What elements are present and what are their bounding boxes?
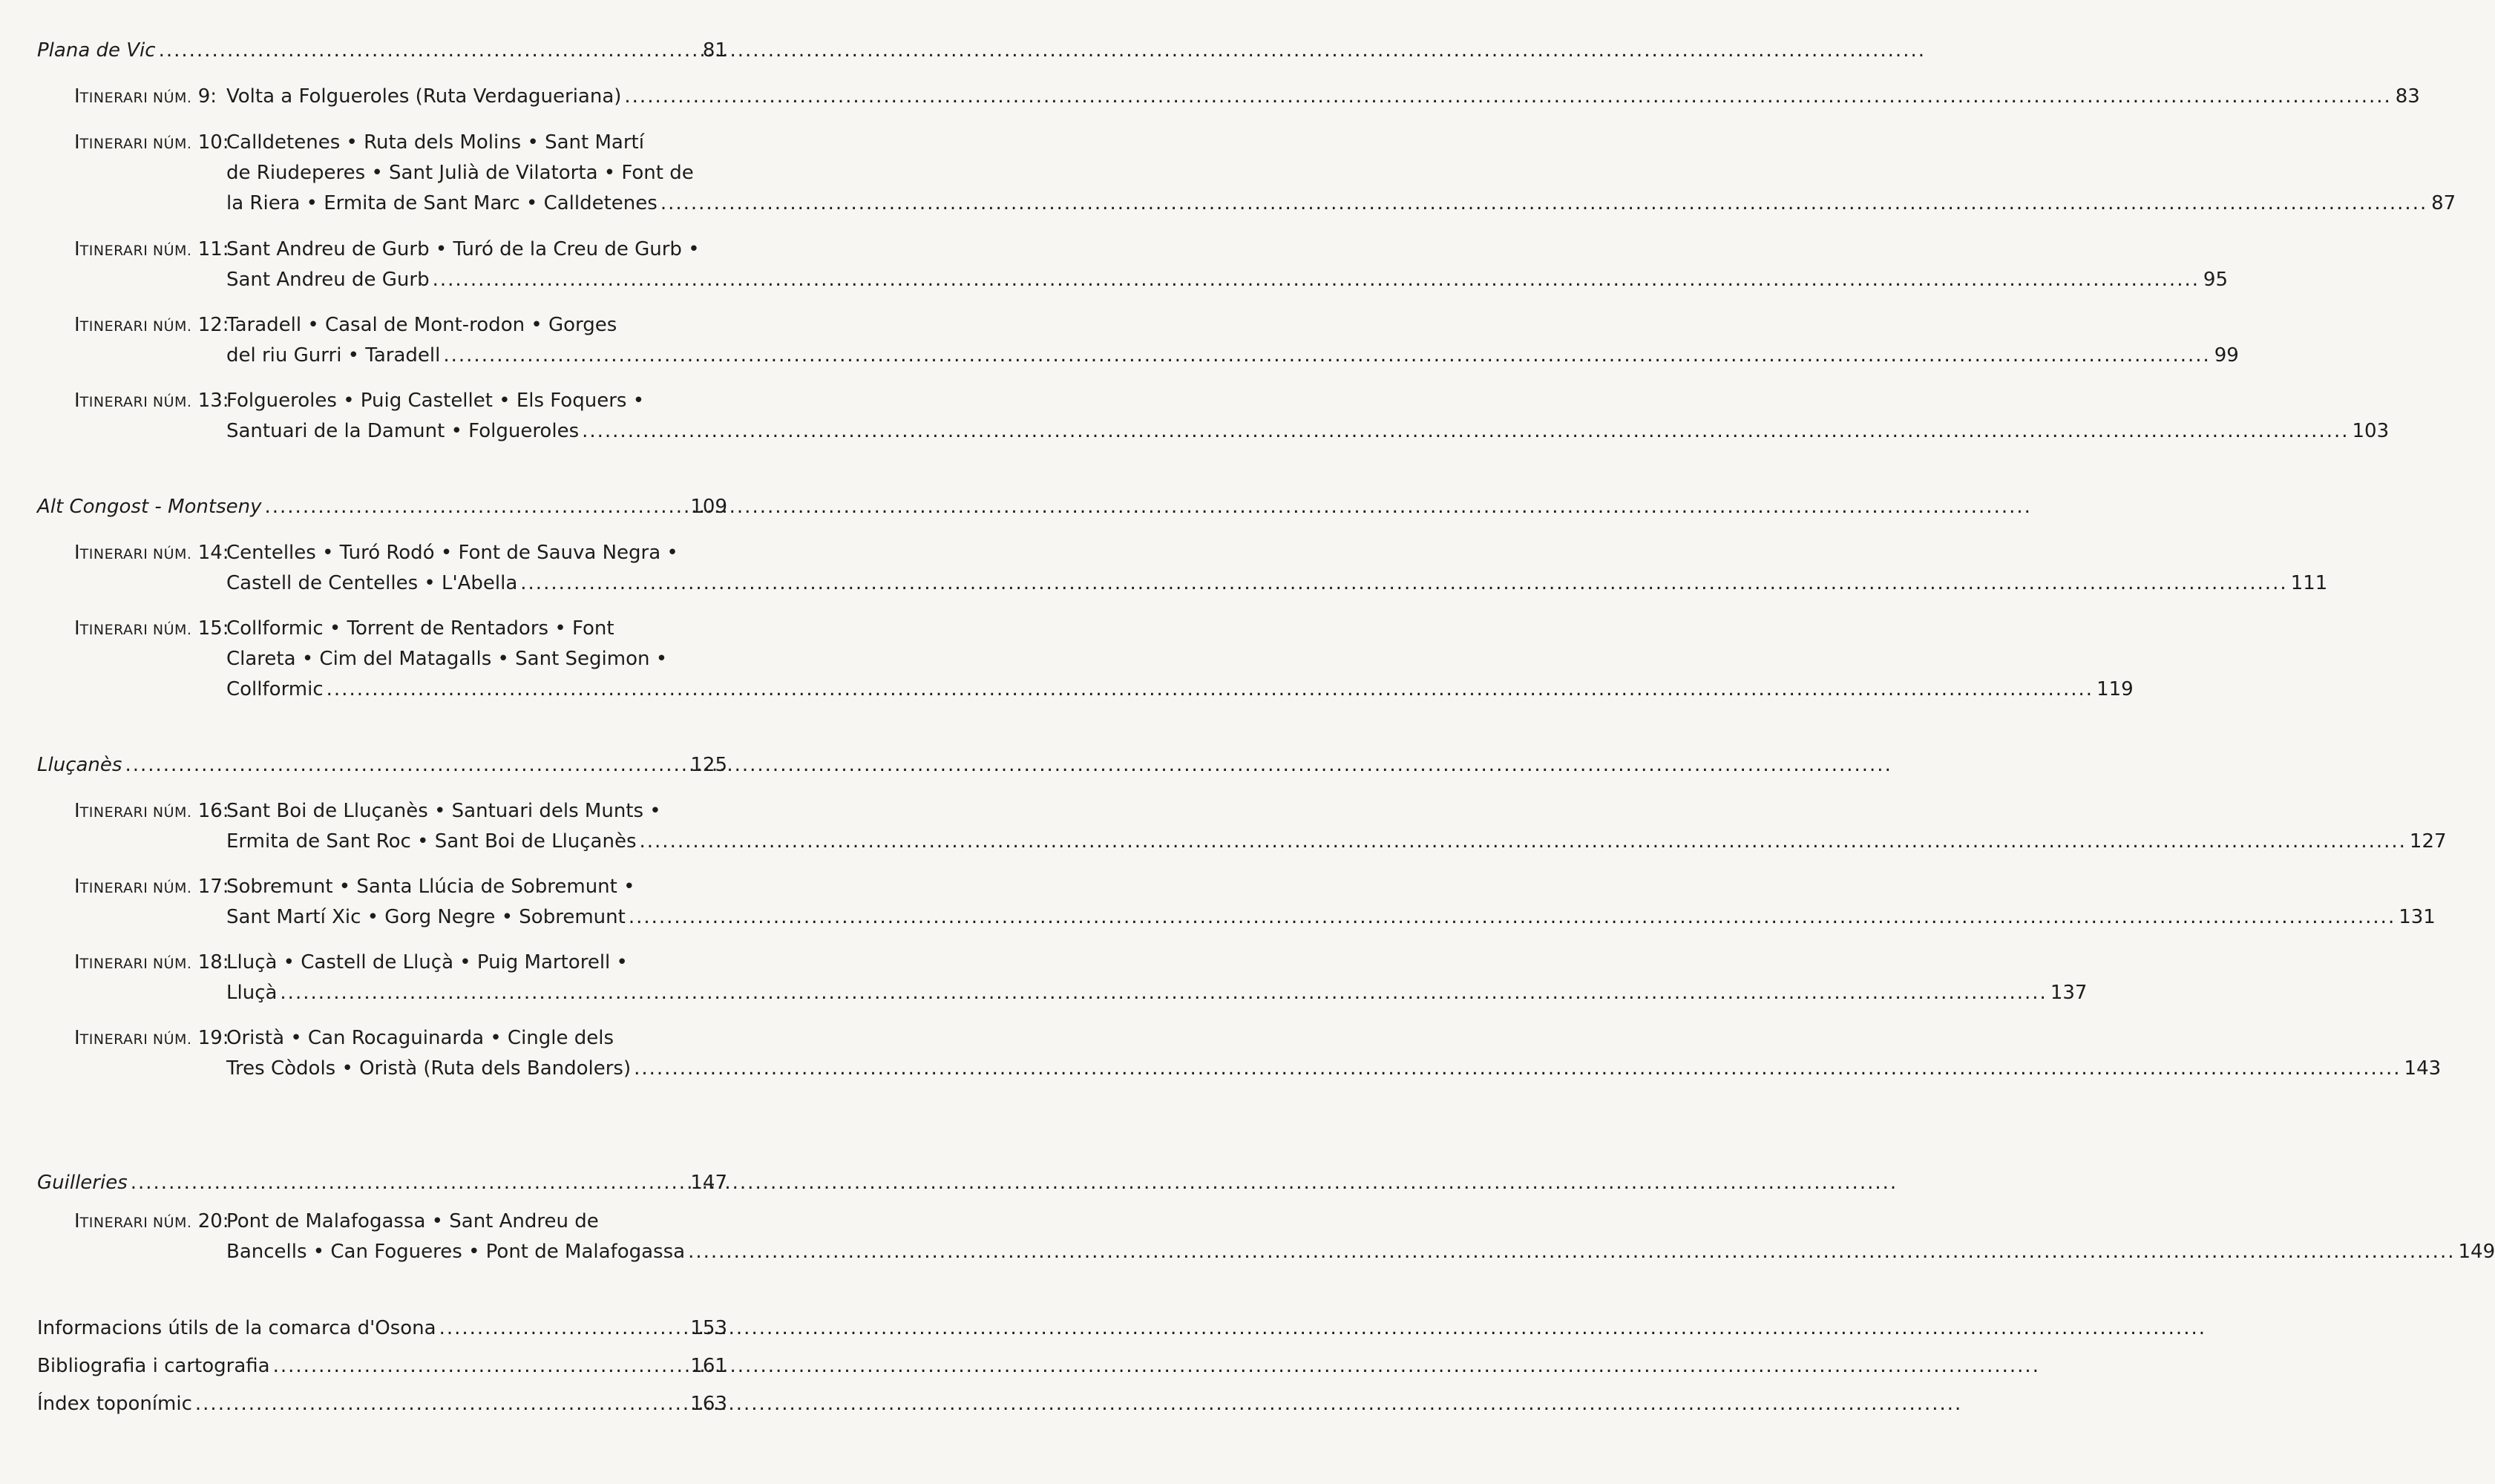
itinerary-line: Sant Boi de Lluçanès • Santuari dels Munts • xyxy=(226,800,661,822)
page-number: 137 xyxy=(2050,982,2088,1004)
itinerary-line: Collformic xyxy=(226,678,324,700)
itinerary-entry xyxy=(74,234,2228,295)
toc-section xyxy=(37,750,727,781)
itinerary-entry xyxy=(74,82,2420,114)
itinerary-body xyxy=(226,234,2228,295)
itinerary-line: Centelles • Turó Rodó • Font de Sauva Negra • xyxy=(226,542,678,564)
itinerary-label: ITINERARI NÚM. 19: xyxy=(74,1027,229,1049)
itinerary-label: ITINERARI NÚM. 17: xyxy=(74,876,229,898)
itinerary-entry xyxy=(74,796,2447,857)
itinerary-label: ITINERARI NÚM. 11: xyxy=(74,238,229,260)
page-number: 119 xyxy=(2096,678,2134,700)
toc-entry xyxy=(37,1351,727,1382)
leader-dots xyxy=(634,1054,2401,1084)
itinerary-line: Castell de Centelles • L'Abella xyxy=(226,572,518,594)
leader-dots xyxy=(433,265,2200,295)
page-number: 153 xyxy=(690,1317,727,1339)
itinerary-body xyxy=(226,1206,2495,1267)
section-title: Plana de Vic xyxy=(37,39,156,62)
page-number: 143 xyxy=(2404,1057,2442,1080)
itinerary-line: Clareta • Cim del Matagalls • Sant Segimon • xyxy=(226,648,668,670)
page-number: 103 xyxy=(2352,420,2390,442)
itinerary-label: ITINERARI NÚM. 9: xyxy=(74,85,217,108)
itinerary-entry xyxy=(74,872,2436,933)
itinerary-body xyxy=(226,386,2389,447)
itinerary-entry xyxy=(74,1023,2442,1084)
itinerary-entry xyxy=(74,614,2134,705)
itinerary-body xyxy=(226,310,2239,371)
itinerary-entry xyxy=(74,538,2328,599)
page-number: 109 xyxy=(690,496,727,518)
itinerary-label: ITINERARI NÚM. 10: xyxy=(74,131,229,154)
leader-dots xyxy=(265,492,688,522)
leader-dots xyxy=(624,82,2391,112)
itinerary-body xyxy=(226,1023,2441,1084)
itinerary-label: ITINERARI NÚM. 14: xyxy=(74,542,229,564)
itinerary-line: Tres Còdols • Oristà (Ruta dels Bandolers) xyxy=(226,1057,632,1080)
leader-dots xyxy=(688,1237,2455,1267)
itinerary-entry xyxy=(74,386,2390,447)
itinerary-line: Bancells • Can Fogueres • Pont de Malafogassa xyxy=(226,1241,686,1263)
section-heading xyxy=(37,36,727,66)
itinerary-body xyxy=(226,82,2420,114)
itinerary-entry xyxy=(74,948,2088,1008)
leader-dots xyxy=(443,341,2210,371)
leader-dots xyxy=(520,568,2287,599)
page-number: 127 xyxy=(2409,830,2447,853)
itinerary-line: Ermita de Sant Roc • Sant Boi de Lluçanès xyxy=(226,830,637,853)
toc-entry xyxy=(37,1389,727,1419)
page-number: 161 xyxy=(690,1355,727,1377)
itinerary-line: Folgueroles • Puig Castellet • Els Foquers • xyxy=(226,390,645,412)
page-number: 99 xyxy=(2214,344,2239,367)
page-number: 131 xyxy=(2399,906,2436,928)
itinerary-line: Calldetenes • Ruta dels Molins • Sant Martí xyxy=(226,131,644,154)
toc-entry xyxy=(37,1313,727,1344)
itinerary-label: ITINERARI NÚM. 13: xyxy=(74,390,229,412)
itinerary-line: Volta a Folgueroles (Ruta Verdagueriana) xyxy=(226,85,622,108)
itinerary-entry xyxy=(74,310,2239,371)
itinerary-line: Santuari de la Damunt • Folgueroles xyxy=(226,420,580,442)
itinerary-label: ITINERARI NÚM. 16: xyxy=(74,800,229,822)
itinerary-line: Oristà • Can Rocaguinarda • Cingle dels xyxy=(226,1027,614,1049)
toc-section xyxy=(37,492,727,522)
page-number: 147 xyxy=(690,1172,727,1194)
itinerary-label: ITINERARI NÚM. 12: xyxy=(74,314,229,336)
leader-dots xyxy=(159,36,699,66)
leader-dots xyxy=(640,827,2407,857)
section-title: Lluçanès xyxy=(37,754,122,776)
itinerary-line: la Riera • Ermita de Sant Marc • Calldetenes xyxy=(226,192,658,214)
itinerary-line: Sant Andreu de Gurb • Turó de la Creu de Gurb • xyxy=(226,238,700,260)
itinerary-body xyxy=(226,872,2436,933)
toc-section xyxy=(37,1168,727,1198)
itinerary-line: Collformic • Torrent de Rentadors • Font xyxy=(226,617,614,640)
itinerary-body xyxy=(226,538,2327,599)
leader-dots xyxy=(131,1168,688,1198)
section-heading xyxy=(37,750,727,781)
leader-dots xyxy=(629,902,2396,933)
itinerary-label: ITINERARI NÚM. 15: xyxy=(74,617,229,640)
entry-title: Bibliografia i cartografia xyxy=(37,1355,270,1377)
itinerary-line: Taradell • Casal de Mont-rodon • Gorges xyxy=(226,314,617,336)
section-heading xyxy=(37,1168,727,1198)
page-number: 87 xyxy=(2431,192,2456,214)
leader-dots xyxy=(280,978,2047,1008)
itinerary-label: ITINERARI NÚM. 20: xyxy=(74,1210,229,1232)
page-number: 111 xyxy=(2290,572,2328,594)
toc-section xyxy=(37,36,727,66)
page-number: 95 xyxy=(2203,269,2228,291)
leader-dots xyxy=(439,1313,688,1344)
page-number: 125 xyxy=(690,754,727,776)
leader-dots xyxy=(125,750,687,781)
itinerary-line: Lluçà xyxy=(226,982,278,1004)
section-title: Alt Congost - Montseny xyxy=(37,496,262,518)
entry-title: Informacions útils de la comarca d'Osona xyxy=(37,1317,436,1339)
itinerary-line: Sobremunt • Santa Llúcia de Sobremunt • xyxy=(226,876,635,898)
itinerary-body xyxy=(226,796,2447,857)
leader-dots xyxy=(273,1351,688,1382)
section-heading xyxy=(37,492,727,522)
leader-dots xyxy=(660,188,2427,219)
itinerary-line: Sant Andreu de Gurb xyxy=(226,269,430,291)
page-number: 163 xyxy=(690,1393,727,1415)
itinerary-line: de Riudeperes • Sant Julià de Vilatorta • Font de xyxy=(226,162,694,184)
page-number: 81 xyxy=(702,39,727,62)
leader-dots xyxy=(327,674,2094,705)
itinerary-line: del riu Gurri • Taradell xyxy=(226,344,441,367)
itinerary-body xyxy=(226,614,2134,705)
itinerary-label: ITINERARI NÚM. 18: xyxy=(74,951,229,974)
itinerary-line: Lluçà • Castell de Lluçà • Puig Martorell • xyxy=(226,951,628,974)
page-number: 149 xyxy=(2458,1241,2495,1263)
section-title: Guilleries xyxy=(37,1172,128,1194)
itinerary-body xyxy=(226,948,2087,1008)
leader-dots xyxy=(582,416,2349,447)
page-number: 83 xyxy=(2395,85,2420,108)
entry-title: Índex toponímic xyxy=(37,1393,192,1415)
leader-dots xyxy=(195,1389,687,1419)
itinerary-line: Pont de Malafogassa • Sant Andreu de xyxy=(226,1210,599,1232)
itinerary-entry xyxy=(74,128,2456,219)
itinerary-line: Sant Martí Xic • Gorg Negre • Sobremunt xyxy=(226,906,626,928)
itinerary-body xyxy=(226,128,2456,219)
itinerary-entry xyxy=(74,1206,2495,1267)
